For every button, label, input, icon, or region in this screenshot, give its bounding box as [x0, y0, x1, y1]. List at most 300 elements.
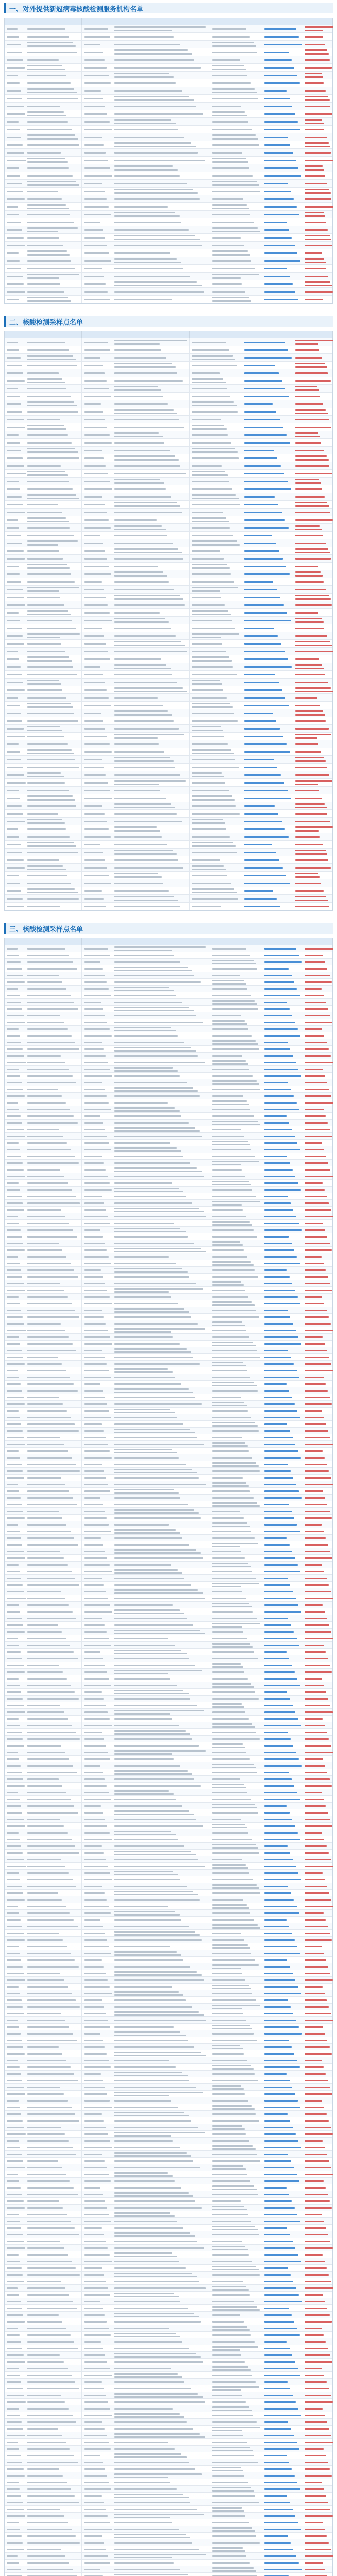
- table-cell[interactable]: [261, 2111, 301, 2117]
- table-cell[interactable]: [261, 1347, 301, 1353]
- table-cell[interactable]: [261, 1367, 301, 1374]
- table-cell[interactable]: [261, 1943, 301, 1950]
- table-cell[interactable]: [261, 1481, 301, 1487]
- table-cell[interactable]: [261, 1374, 301, 1380]
- table-cell[interactable]: [261, 249, 301, 257]
- table-cell[interactable]: [261, 157, 301, 164]
- table-cell[interactable]: [261, 296, 301, 303]
- table-cell[interactable]: [261, 203, 301, 210]
- table-cell[interactable]: [261, 1213, 301, 1219]
- table-cell[interactable]: [261, 1809, 301, 1816]
- table-cell[interactable]: [261, 1595, 301, 1601]
- table-cell[interactable]: [241, 369, 293, 377]
- table-cell[interactable]: [261, 2050, 301, 2057]
- table-cell[interactable]: [261, 1274, 301, 1280]
- table-cell[interactable]: [261, 1963, 301, 1970]
- table-cell[interactable]: [261, 2218, 301, 2224]
- table-cell[interactable]: [261, 2225, 301, 2231]
- table-cell[interactable]: [261, 1635, 301, 1641]
- table-cell[interactable]: [261, 1796, 301, 1802]
- table-cell[interactable]: [261, 2178, 301, 2184]
- table-cell[interactable]: [241, 725, 293, 732]
- table-cell[interactable]: [261, 1689, 301, 1695]
- table-cell[interactable]: [261, 1588, 301, 1595]
- table-cell[interactable]: [241, 787, 293, 794]
- table-cell[interactable]: [241, 802, 293, 809]
- table-cell[interactable]: [261, 1428, 301, 1434]
- table-cell[interactable]: [261, 1421, 301, 1427]
- table-cell[interactable]: [261, 265, 301, 272]
- table-cell[interactable]: [261, 280, 301, 287]
- table-cell[interactable]: [241, 509, 293, 516]
- table-cell[interactable]: [261, 1287, 301, 1293]
- table-cell[interactable]: [261, 1354, 301, 1360]
- table-cell[interactable]: [261, 1253, 301, 1260]
- table-cell[interactable]: [261, 2198, 301, 2204]
- table-cell[interactable]: [241, 578, 293, 585]
- table-cell[interactable]: [241, 609, 293, 616]
- table-cell[interactable]: [241, 393, 293, 400]
- table-cell[interactable]: [261, 1990, 301, 1996]
- table-cell[interactable]: [261, 1742, 301, 1749]
- table-cell[interactable]: [261, 1153, 301, 1159]
- table-cell[interactable]: [261, 1166, 301, 1173]
- table-cell[interactable]: [261, 2117, 301, 2124]
- table-cell[interactable]: [261, 2278, 301, 2284]
- table-cell[interactable]: [261, 1133, 301, 1139]
- table-cell[interactable]: [241, 493, 293, 500]
- table-cell[interactable]: [261, 2037, 301, 2043]
- table-cell[interactable]: [261, 103, 301, 110]
- table-cell[interactable]: [261, 2077, 301, 2083]
- table-cell[interactable]: [261, 1923, 301, 1929]
- table-cell[interactable]: [261, 1247, 301, 1253]
- table-cell[interactable]: [261, 1977, 301, 1983]
- table-cell[interactable]: [261, 965, 301, 972]
- table-cell[interactable]: [261, 1903, 301, 1909]
- table-cell[interactable]: [261, 1843, 301, 1849]
- table-cell[interactable]: [261, 1856, 301, 1862]
- table-cell[interactable]: [261, 1669, 301, 1675]
- table-cell[interactable]: [241, 740, 293, 748]
- table-cell[interactable]: [261, 1341, 301, 1347]
- table-cell[interactable]: [241, 640, 293, 647]
- table-cell[interactable]: [261, 64, 301, 71]
- table-cell[interactable]: [241, 632, 293, 639]
- table-cell[interactable]: [241, 547, 293, 554]
- table-cell[interactable]: [261, 188, 301, 195]
- table-cell[interactable]: [261, 1823, 301, 1829]
- table-cell[interactable]: [261, 1039, 301, 1045]
- table-cell[interactable]: [241, 570, 293, 578]
- table-cell[interactable]: [261, 1535, 301, 1541]
- table-cell[interactable]: [261, 2144, 301, 2150]
- table-cell[interactable]: [241, 818, 293, 825]
- table-cell[interactable]: [261, 1528, 301, 1534]
- table-cell[interactable]: [261, 2057, 301, 2063]
- table-cell[interactable]: [241, 362, 293, 369]
- table-cell[interactable]: [261, 1448, 301, 1454]
- table-cell[interactable]: [261, 1850, 301, 1856]
- table-cell[interactable]: [241, 439, 293, 446]
- table-cell[interactable]: [261, 2064, 301, 2070]
- table-cell[interactable]: [261, 2171, 301, 2177]
- table-cell[interactable]: [261, 1053, 301, 1059]
- table-cell[interactable]: [261, 1515, 301, 1521]
- table-cell[interactable]: [241, 563, 293, 570]
- table-cell[interactable]: [261, 1555, 301, 1561]
- table-cell[interactable]: [261, 1394, 301, 1400]
- table-cell[interactable]: [261, 1488, 301, 1494]
- table-cell[interactable]: [241, 810, 293, 817]
- table-cell[interactable]: [241, 764, 293, 771]
- table-cell[interactable]: [261, 2124, 301, 2130]
- table-cell[interactable]: [261, 1126, 301, 1132]
- table-cell[interactable]: [261, 1622, 301, 1628]
- table-cell[interactable]: [241, 555, 293, 562]
- table-cell[interactable]: [241, 895, 293, 902]
- table-cell[interactable]: [261, 1314, 301, 1320]
- table-cell[interactable]: [261, 141, 301, 148]
- table-cell[interactable]: [261, 1930, 301, 1936]
- table-cell[interactable]: [261, 1642, 301, 1648]
- table-cell[interactable]: [261, 126, 301, 133]
- table-cell[interactable]: [261, 2024, 301, 2030]
- table-cell[interactable]: [241, 841, 293, 848]
- table-cell[interactable]: [261, 1086, 301, 1092]
- table-cell[interactable]: [241, 400, 293, 408]
- table-cell[interactable]: [261, 1434, 301, 1440]
- table-cell[interactable]: [261, 2205, 301, 2211]
- table-cell[interactable]: [241, 532, 293, 539]
- table-cell[interactable]: [261, 2138, 301, 2144]
- table-cell[interactable]: [261, 1696, 301, 1702]
- table-cell[interactable]: [261, 1548, 301, 1554]
- table-cell[interactable]: [261, 1575, 301, 1581]
- table-cell[interactable]: [261, 1675, 301, 1682]
- table-cell[interactable]: [261, 1146, 301, 1153]
- table-cell[interactable]: [261, 1441, 301, 1447]
- table-cell[interactable]: [261, 172, 301, 179]
- table-cell[interactable]: [261, 2084, 301, 2090]
- table-cell[interactable]: [261, 1099, 301, 1106]
- table-cell[interactable]: [261, 1093, 301, 1099]
- table-cell[interactable]: [261, 1896, 301, 1903]
- table-cell[interactable]: [261, 1562, 301, 1568]
- table-cell[interactable]: [241, 709, 293, 717]
- table-cell[interactable]: [261, 1294, 301, 1300]
- table-cell[interactable]: [261, 72, 301, 79]
- table-cell[interactable]: [261, 1207, 301, 1213]
- table-cell[interactable]: [261, 1508, 301, 1514]
- table-cell[interactable]: [241, 454, 293, 462]
- table-cell[interactable]: [241, 377, 293, 384]
- table-cell[interactable]: [261, 273, 301, 280]
- table-cell[interactable]: [261, 2191, 301, 2197]
- table-cell[interactable]: [261, 1073, 301, 1079]
- table-cell[interactable]: [261, 1762, 301, 1769]
- table-cell[interactable]: [261, 33, 301, 40]
- table-cell[interactable]: [261, 2151, 301, 2157]
- table-cell[interactable]: [241, 679, 293, 686]
- table-cell[interactable]: [261, 1783, 301, 1789]
- table-cell[interactable]: [241, 338, 293, 346]
- table-cell[interactable]: [261, 1521, 301, 1528]
- table-cell[interactable]: [261, 1475, 301, 1481]
- table-cell[interactable]: [261, 149, 301, 156]
- table-cell[interactable]: [261, 242, 301, 249]
- table-cell[interactable]: [261, 1468, 301, 1474]
- table-cell[interactable]: [261, 1495, 301, 1501]
- table-cell[interactable]: [261, 972, 301, 978]
- table-cell[interactable]: [261, 1227, 301, 1233]
- table-cell[interactable]: [241, 416, 293, 423]
- table-cell[interactable]: [241, 663, 293, 670]
- table-cell[interactable]: [261, 1381, 301, 1387]
- table-cell[interactable]: [261, 1870, 301, 1876]
- table-cell[interactable]: [261, 1140, 301, 1146]
- table-cell[interactable]: [261, 1414, 301, 1420]
- table-cell[interactable]: [241, 655, 293, 663]
- table-cell[interactable]: [241, 485, 293, 493]
- table-cell[interactable]: [261, 1937, 301, 1943]
- table-cell[interactable]: [241, 516, 293, 523]
- table-cell[interactable]: [261, 1709, 301, 1715]
- table-cell[interactable]: [261, 1320, 301, 1327]
- table-cell[interactable]: [261, 288, 301, 295]
- table-cell[interactable]: [241, 462, 293, 469]
- table-cell[interactable]: [241, 756, 293, 763]
- table-cell[interactable]: [261, 1408, 301, 1414]
- table-cell[interactable]: [261, 110, 301, 117]
- table-cell[interactable]: [261, 1454, 301, 1461]
- table-cell[interactable]: [261, 1361, 301, 1367]
- table-cell[interactable]: [241, 879, 293, 887]
- table-cell[interactable]: [261, 1769, 301, 1775]
- table-cell[interactable]: [261, 2238, 301, 2244]
- table-cell[interactable]: [261, 1280, 301, 1286]
- table-cell[interactable]: [261, 218, 301, 226]
- table-cell[interactable]: [241, 825, 293, 833]
- table-cell[interactable]: [261, 1608, 301, 1615]
- table-cell[interactable]: [261, 2044, 301, 2050]
- table-cell[interactable]: [261, 1307, 301, 1313]
- table-cell[interactable]: [261, 1997, 301, 2003]
- table-cell[interactable]: [261, 1890, 301, 1896]
- table-cell[interactable]: [241, 794, 293, 802]
- table-cell[interactable]: [261, 2272, 301, 2278]
- table-cell[interactable]: [261, 1066, 301, 1072]
- table-cell[interactable]: [261, 1729, 301, 1735]
- table-cell[interactable]: [261, 1113, 301, 1119]
- table-cell[interactable]: [261, 2245, 301, 2251]
- table-cell[interactable]: [261, 1970, 301, 1976]
- table-cell[interactable]: [261, 1401, 301, 1407]
- table-cell[interactable]: [241, 447, 293, 454]
- table-cell[interactable]: [261, 2131, 301, 2137]
- table-cell[interactable]: [261, 2292, 301, 2298]
- table-cell[interactable]: [241, 624, 293, 632]
- table-cell[interactable]: [261, 1803, 301, 1809]
- table-cell[interactable]: [261, 2017, 301, 2023]
- table-cell[interactable]: [261, 1193, 301, 1199]
- table-cell[interactable]: [261, 1387, 301, 1394]
- table-cell[interactable]: [261, 2251, 301, 2258]
- table-cell[interactable]: [261, 1334, 301, 1340]
- table-cell[interactable]: [261, 180, 301, 187]
- table-cell[interactable]: [261, 1629, 301, 1635]
- table-cell[interactable]: [261, 1615, 301, 1621]
- table-cell[interactable]: [241, 686, 293, 693]
- table-cell[interactable]: [261, 1736, 301, 1742]
- table-cell[interactable]: [241, 733, 293, 740]
- table-cell[interactable]: [261, 1682, 301, 1688]
- table-cell[interactable]: [241, 771, 293, 778]
- table-cell[interactable]: [261, 1267, 301, 1273]
- table-cell[interactable]: [261, 87, 301, 94]
- table-cell[interactable]: [261, 2265, 301, 2271]
- table-cell[interactable]: [261, 1662, 301, 1668]
- table-cell[interactable]: [261, 1240, 301, 1246]
- table-cell[interactable]: [261, 234, 301, 241]
- table-cell[interactable]: [261, 1006, 301, 1012]
- table-cell[interactable]: [261, 2164, 301, 2171]
- table-cell[interactable]: [261, 2030, 301, 2037]
- table-cell[interactable]: [261, 1046, 301, 1052]
- table-cell[interactable]: [241, 779, 293, 786]
- table-cell[interactable]: [261, 1120, 301, 1126]
- table-cell[interactable]: [261, 1756, 301, 1762]
- table-cell[interactable]: [241, 903, 293, 910]
- table-cell[interactable]: [261, 95, 301, 102]
- table-cell[interactable]: [241, 539, 293, 547]
- table-cell[interactable]: [261, 1876, 301, 1883]
- table-cell[interactable]: [261, 1776, 301, 1782]
- table-cell[interactable]: [261, 2231, 301, 2238]
- table-cell[interactable]: [261, 1501, 301, 1507]
- table-cell[interactable]: [261, 1160, 301, 1166]
- table-cell[interactable]: [241, 833, 293, 840]
- table-cell[interactable]: [241, 648, 293, 655]
- table-cell[interactable]: [261, 1541, 301, 1548]
- table-cell[interactable]: [261, 1602, 301, 1608]
- table-cell[interactable]: [261, 1173, 301, 1179]
- table-cell[interactable]: [261, 1917, 301, 1923]
- table-cell[interactable]: [241, 594, 293, 601]
- table-cell[interactable]: [261, 1716, 301, 1722]
- table-cell[interactable]: [261, 1722, 301, 1728]
- table-cell[interactable]: [261, 2285, 301, 2291]
- table-cell[interactable]: [261, 1461, 301, 1467]
- table-cell[interactable]: [261, 2091, 301, 2097]
- table-cell[interactable]: [241, 408, 293, 415]
- table-cell[interactable]: [261, 41, 301, 48]
- table-cell[interactable]: [261, 164, 301, 172]
- table-cell[interactable]: [241, 524, 293, 531]
- table-cell[interactable]: [261, 1079, 301, 1086]
- table-cell[interactable]: [241, 423, 293, 431]
- table-cell[interactable]: [261, 1019, 301, 1025]
- table-cell[interactable]: [261, 2258, 301, 2264]
- table-cell[interactable]: [261, 1749, 301, 1755]
- table-cell[interactable]: [261, 2071, 301, 2077]
- table-cell[interactable]: [261, 211, 301, 218]
- table-cell[interactable]: [261, 2010, 301, 2016]
- table-cell[interactable]: [261, 1582, 301, 1588]
- table-cell[interactable]: [261, 2184, 301, 2191]
- table-cell[interactable]: [261, 1836, 301, 1842]
- table-cell[interactable]: [261, 1032, 301, 1039]
- table-cell[interactable]: [261, 999, 301, 1005]
- table-cell[interactable]: [261, 1012, 301, 1019]
- table-cell[interactable]: [261, 1187, 301, 1193]
- table-cell[interactable]: [261, 1649, 301, 1655]
- table-cell[interactable]: [261, 195, 301, 202]
- table-cell[interactable]: [261, 1180, 301, 1186]
- table-cell[interactable]: [261, 1984, 301, 1990]
- table-cell[interactable]: [261, 226, 301, 233]
- table-cell[interactable]: [261, 1702, 301, 1708]
- table-cell[interactable]: [261, 25, 301, 32]
- table-cell[interactable]: [241, 872, 293, 879]
- table-cell[interactable]: [261, 1568, 301, 1574]
- table-cell[interactable]: [261, 1327, 301, 1333]
- table-cell[interactable]: [261, 2158, 301, 2164]
- table-cell[interactable]: [261, 1883, 301, 1889]
- table-cell[interactable]: [261, 1816, 301, 1822]
- table-cell[interactable]: [241, 849, 293, 856]
- table-cell[interactable]: [241, 702, 293, 709]
- table-cell[interactable]: [261, 1106, 301, 1112]
- table-cell[interactable]: [241, 586, 293, 593]
- table-cell[interactable]: [261, 1910, 301, 1916]
- table-cell[interactable]: [241, 431, 293, 438]
- table-cell[interactable]: [261, 1655, 301, 1662]
- table-cell[interactable]: [241, 717, 293, 724]
- table-cell[interactable]: [261, 1260, 301, 1266]
- table-cell[interactable]: [261, 1300, 301, 1307]
- table-cell[interactable]: [241, 470, 293, 477]
- table-cell[interactable]: [261, 1950, 301, 1956]
- table-cell[interactable]: [241, 354, 293, 361]
- table-cell[interactable]: [241, 501, 293, 508]
- table-cell[interactable]: [261, 133, 301, 141]
- table-cell[interactable]: [261, 959, 301, 965]
- table-cell[interactable]: [261, 2104, 301, 2110]
- table-cell[interactable]: [261, 2211, 301, 2217]
- table-cell[interactable]: [261, 1863, 301, 1869]
- table-cell[interactable]: [241, 385, 293, 392]
- table-cell[interactable]: [261, 1059, 301, 1065]
- table-cell[interactable]: [261, 257, 301, 264]
- table-cell[interactable]: [241, 601, 293, 608]
- table-cell[interactable]: [261, 1829, 301, 1836]
- table-cell[interactable]: [261, 952, 301, 958]
- table-cell[interactable]: [261, 2097, 301, 2104]
- table-cell[interactable]: [241, 748, 293, 755]
- table-cell[interactable]: [261, 48, 301, 56]
- table-cell[interactable]: [261, 1957, 301, 1963]
- table-cell[interactable]: [261, 1200, 301, 1206]
- table-cell[interactable]: [261, 1220, 301, 1226]
- table-cell[interactable]: [241, 671, 293, 678]
- table-cell[interactable]: [241, 478, 293, 485]
- table-cell[interactable]: [241, 694, 293, 701]
- table-cell[interactable]: [261, 992, 301, 998]
- table-cell[interactable]: [241, 864, 293, 871]
- table-cell[interactable]: [261, 2004, 301, 2010]
- table-cell[interactable]: [241, 346, 293, 353]
